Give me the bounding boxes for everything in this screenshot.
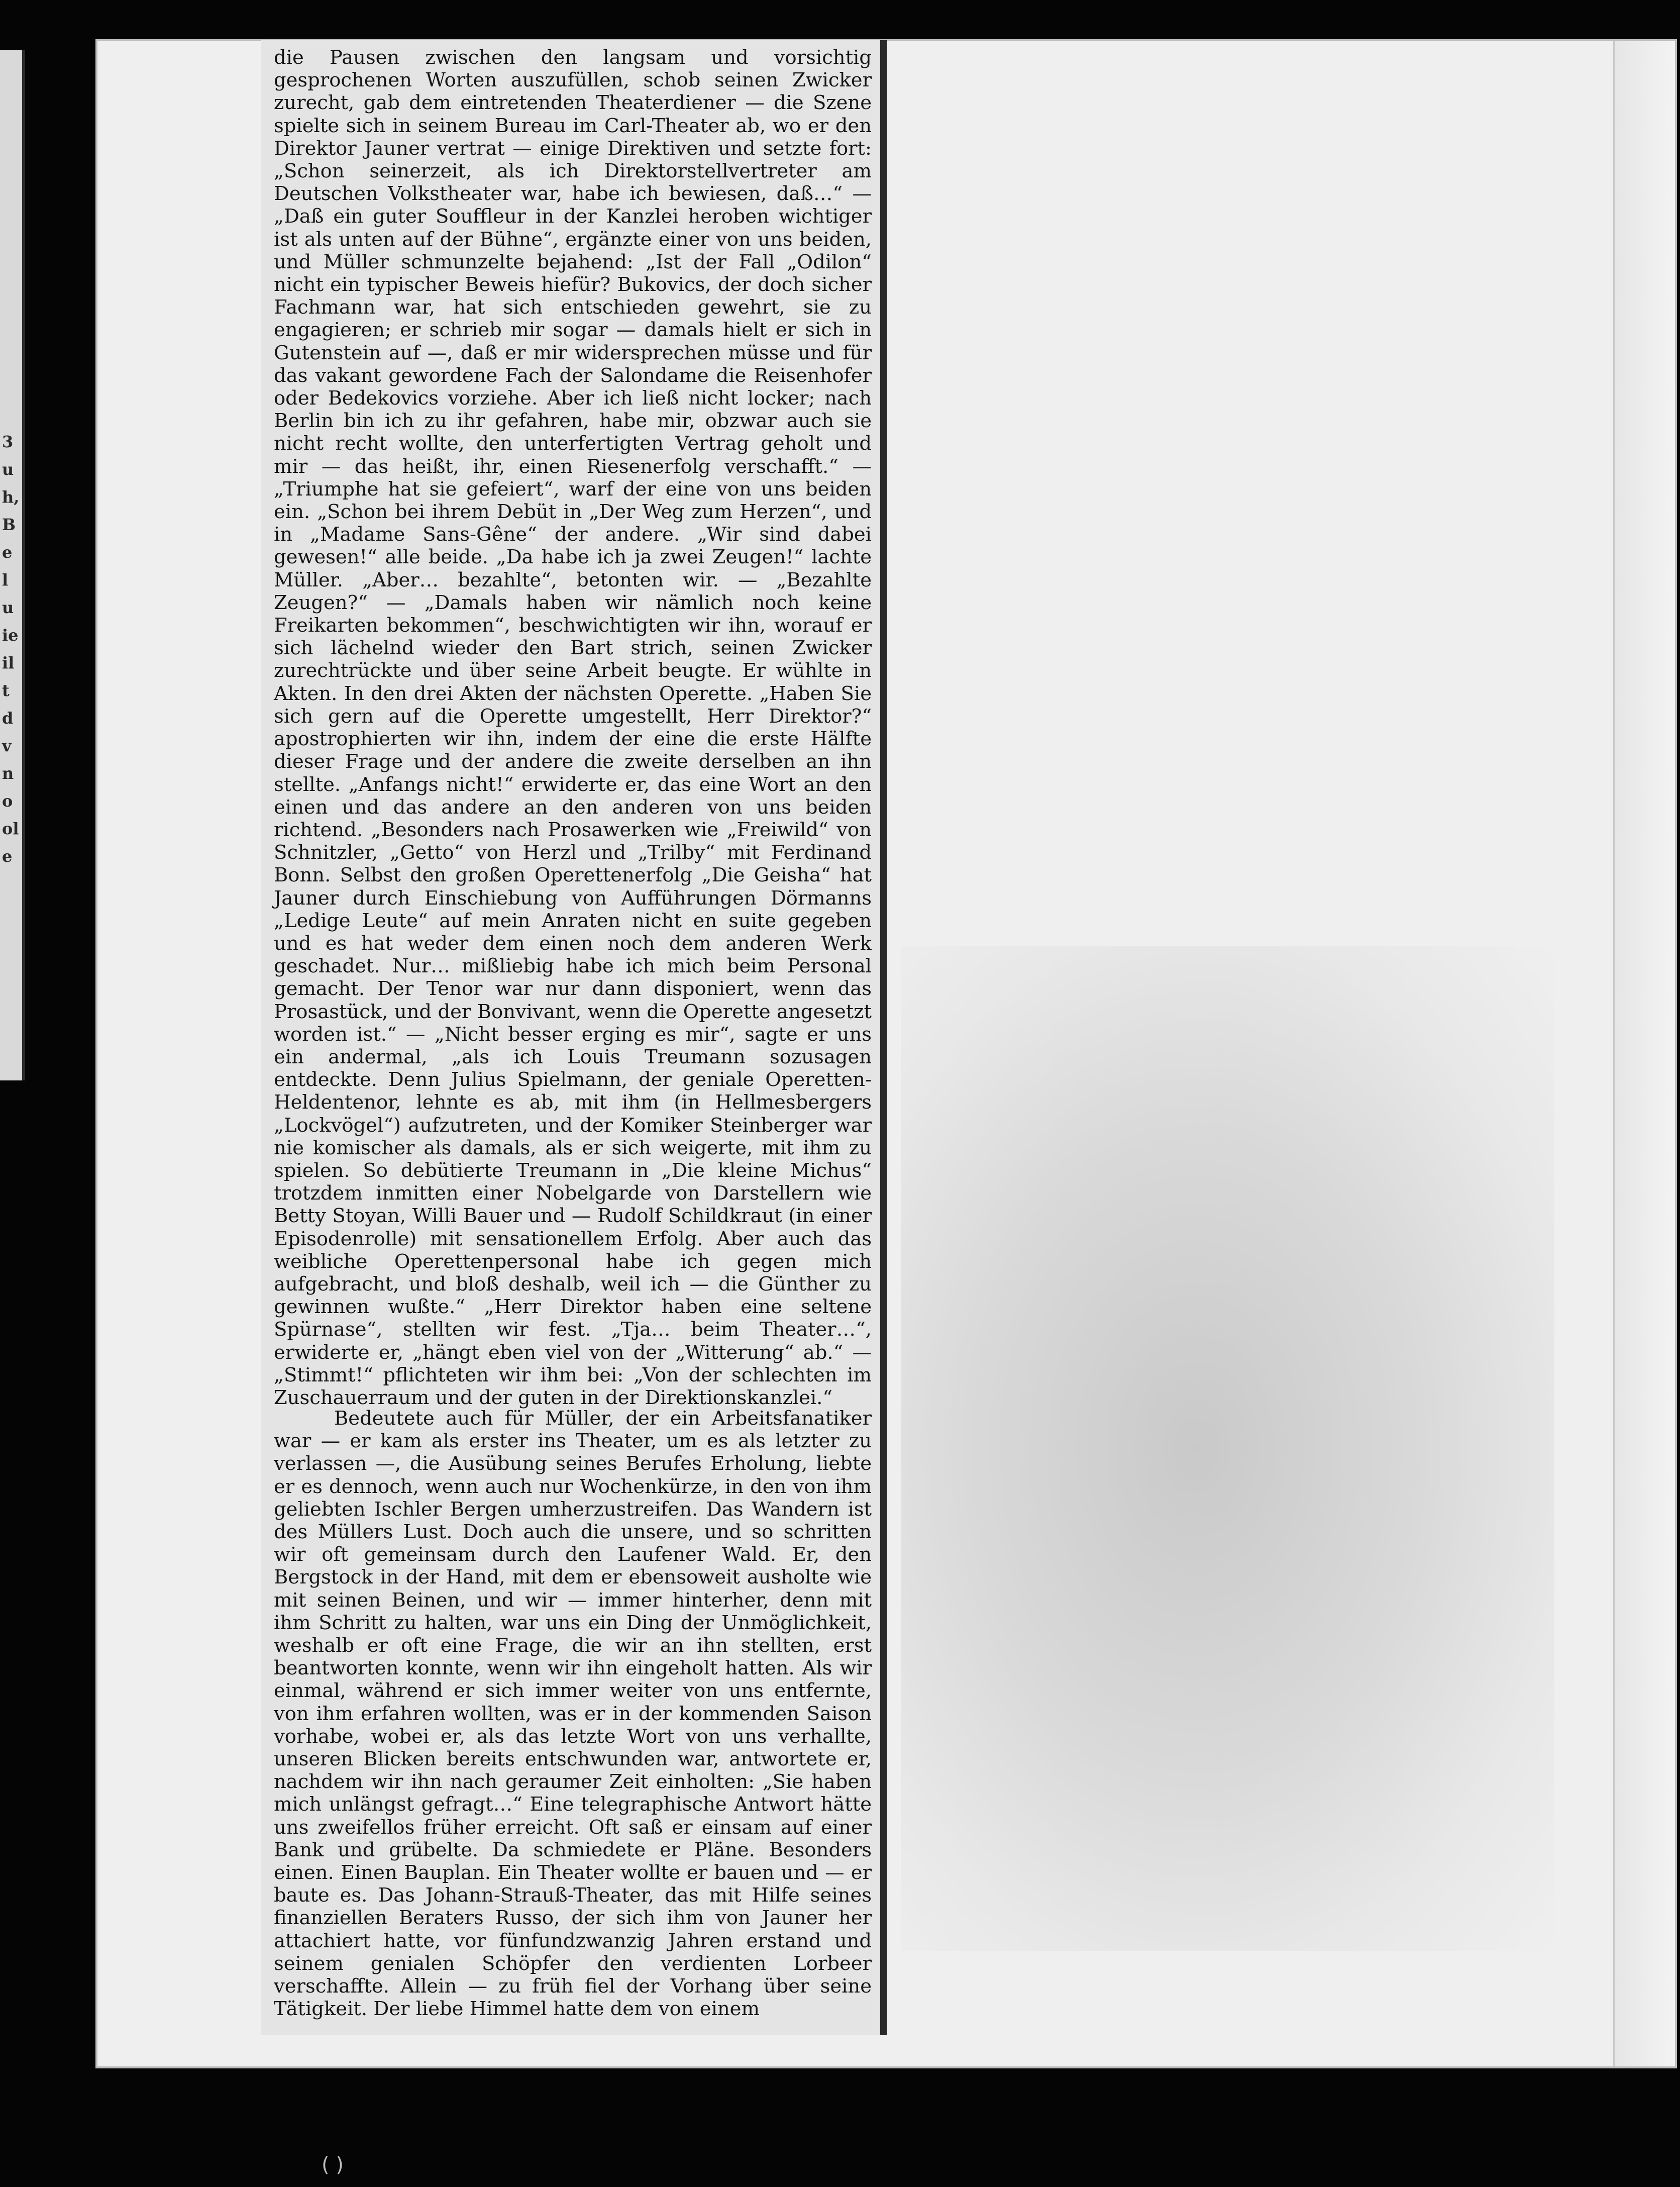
fragment-text: il (2, 653, 15, 672)
article-paragraph (274, 46, 872, 1409)
fragment-text: e (2, 847, 13, 866)
fragment-text: v (2, 736, 12, 755)
page-fold (1613, 41, 1675, 2066)
adjacent-page-fragment (0, 50, 25, 1080)
fragment-text: t (2, 681, 10, 700)
article-paragraph-text: Bedeutete auch für Müller, der ein Arbeitsfanatiker war — er kam als erster ins Theater, um es als letzter zu verlassen —, die Ausübung seines Berufes Erholung, liebte er es dennoch, wenn auch nur Wochenkürze, in den von ihm geliebten Ischler Bergen umherzustreifen. Das Wandern ist des Müllers Lust. Doch auch die unsere, und so schritten wir oft gemeinsam durch den Laufener Wald. Er, den Bergstock in der Hand, mit dem er ebensoweit ausholte wie mit seinen Beinen, und wir — immer hinterher, denn mit ihm Schritt zu halten, war uns ein Ding der Unmöglichkeit, weshalb er oft eine Frage, die wir an ihn stellten, erst beantworten konnte, wenn wir ihn eingeholt hatten. Als wir einmal, während er sich immer weiter von uns entfernte, von ihm erfahren wollten, was er in der kommenden Saison vorhabe, wobei er, als das letzte Wort von uns verhallte, unseren Blicken bereits entschwunden war, antwortete er, nachdem wir ihn nach geraumer Zeit einholten: „Sie haben mich unlängst gefragt…“ Eine telegraphische Antwort hätte uns zweifellos früher erreicht. Oft saß er einsam auf einer Bank und grübelte. Da schmiedete er Pläne. Besonders einen. Einen Bauplan. Ein Theater wollte er bauen und — er baute es. Das Johann-Strauß-Theater, das mit Hilfe seines finanziellen Beraters Russo, der sich ihm von Jauner her attachiert hatte, vor fünfundzwanzig Jahren erstand und seinem genialen Schöpfer den verdienten Lorbeer verschaffte. Allein — zu früh fiel der Vorhang über seine Tätigkeit. Der liebe Himmel hatte dem von einem (274, 1407, 872, 2021)
fragment-text: n (2, 764, 14, 783)
article-paragraph (274, 1407, 872, 2020)
fragment-text: u (2, 460, 14, 479)
fragment-text: d (2, 709, 14, 728)
fragment-text: 3 (2, 432, 14, 451)
article-paragraph-text: die Pausen zwischen den langsam und vorsichtig gesprochenen Worten auszufüllen, schob seinen Zwicker zurecht, gab dem eintretenden Theaterdiener — die Szene spielte sich in seinem Bureau im Carl-Theater ab, wo er den Direktor Jauner vertrat — einige Direktiven und setzte fort: „Schon seinerzeit, als ich Direktorstellvertreter am Deutschen Volkstheater war, habe ich bewiesen, daß…“ — „Daß ein guter Souffleur in der Kanzlei heroben wichtiger ist als unten auf der Bühne“, ergänzte einer von uns beiden, und Müller schmunzelte bejahend: „Ist der Fall „Odilon“ nicht ein typischer Beweis hiefür? Bukovics, der doch sicher Fachmann war, hat sich entschieden gewehrt, sie zu engagieren; er schrieb mir sogar — damals hielt er sich in Gutenstein auf —, daß er mir widersprechen müsse und für das vakant gewordene Fach der Salondame die Reisenhofer oder Bedekovics vorziehe. Aber ich ließ nicht locker; nach Berlin bin ich zu ihr gefahren, habe mir, obzwar auch sie nicht recht wollte, den unterfertigten Vertrag geholt und mir — das heißt, ihr, einen Riesenerfolg verschafft.“ — „Triumphe hat sie gefeiert“, warf der eine von uns beiden ein. „Schon bei ihrem Debüt in „Der Weg zum Herzen“, und in „Madame Sans-Gêne“ der andere. „Wir sind dabei gewesen!“ alle beide. „Da habe ich ja zwei Zeugen!“ lachte Müller. „Aber… bezahlte“, betonten wir. — „Bezahlte Zeugen?“ — „Damals haben wir nämlich noch keine Freikarten bekommen“, beschwichtigten wir ihn, worauf er sich lächelnd wieder den Bart strich, seinen Zwicker zurechtrückte und über seine Arbeit beugte. Er wühlte in Akten. In den drei Akten der nächsten Operette. „Haben Sie sich gern auf die Operette umgestellt, Herr Direktor?“ apostrophierten wir ihn, indem der eine die erste Hälfte dieser Frage und der andere die zweite derselben an ihn stellte. „Anfangs nicht!“ erwiderte er, das eine Wort an den einen und das andere an den anderen von uns beiden richtend. „Besonders nach Prosawerken wie „Freiwild“ von Schnitzler, „Getto“ von Herzl und „Trilby“ mit Ferdinand Bonn. Selbst den großen Operettenerfolg „Die Geisha“ hat Jauner durch Einschiebung von Aufführungen Dörmanns „Ledige Leute“ auf mein Anraten nicht en suite gegeben und es hat weder dem einen noch dem anderen Werk geschadet. Nur… mißliebig habe ich mich beim Personal gemacht. Der Tenor war nur dann disponiert, wenn das Prosastück, und der Bonvivant, wenn die Operette angesetzt worden ist.“ — „Nicht besser erging es mir“, sagte er uns ein andermal, „als ich Louis Treumann sozusagen entdeckte. Denn Julius Spielmann, der geniale Operetten-Heldentenor, lehnte es ab, mit ihm (in Hellmesbergers „Lockvögel“) aufzutreten, und der Komiker Steinberger war nie komischer als damals, als er sich weigerte, mit ihm zu spielen. So debütierte Treumann in „Die kleine Michus“ trotzdem inmitten einer Nobelgarde von Darstellern wie Betty Stoyan, Willi Bauer und — Rudolf Schildkraut (in einer Episodenrolle) mit sensationellem Erfolg. Aber auch das weibliche Operettenpersonal habe ich gegen mich aufgebracht, und bloß deshalb, weil ich — die Günther zu gewinnen wußte.“ „Herr Direktor haben eine seltene Spürnase“, stellten wir fest. „Tja… beim Theater…“, erwiderte er, „hängt eben viel von der „Witterung“ ab.“ — „Stimmt!“ pflichteten wir ihm bei: „Von der schlechten im Zuschauerraum und der guten in der Direktionskanzlei.“ (274, 46, 872, 1409)
clipping-shadow (880, 40, 887, 2035)
fragment-text: u (2, 598, 14, 617)
fragment-text: ol (2, 819, 19, 838)
fragment-text: l (2, 570, 9, 589)
fragment-text: ie (2, 626, 19, 645)
page-stain (901, 946, 1554, 1951)
fragment-text: h, (2, 487, 20, 507)
bottom-mark: ( ) (322, 2153, 344, 2176)
fragment-text: e (2, 543, 13, 562)
fragment-text: B (2, 515, 16, 534)
fragment-text: o (2, 791, 13, 811)
